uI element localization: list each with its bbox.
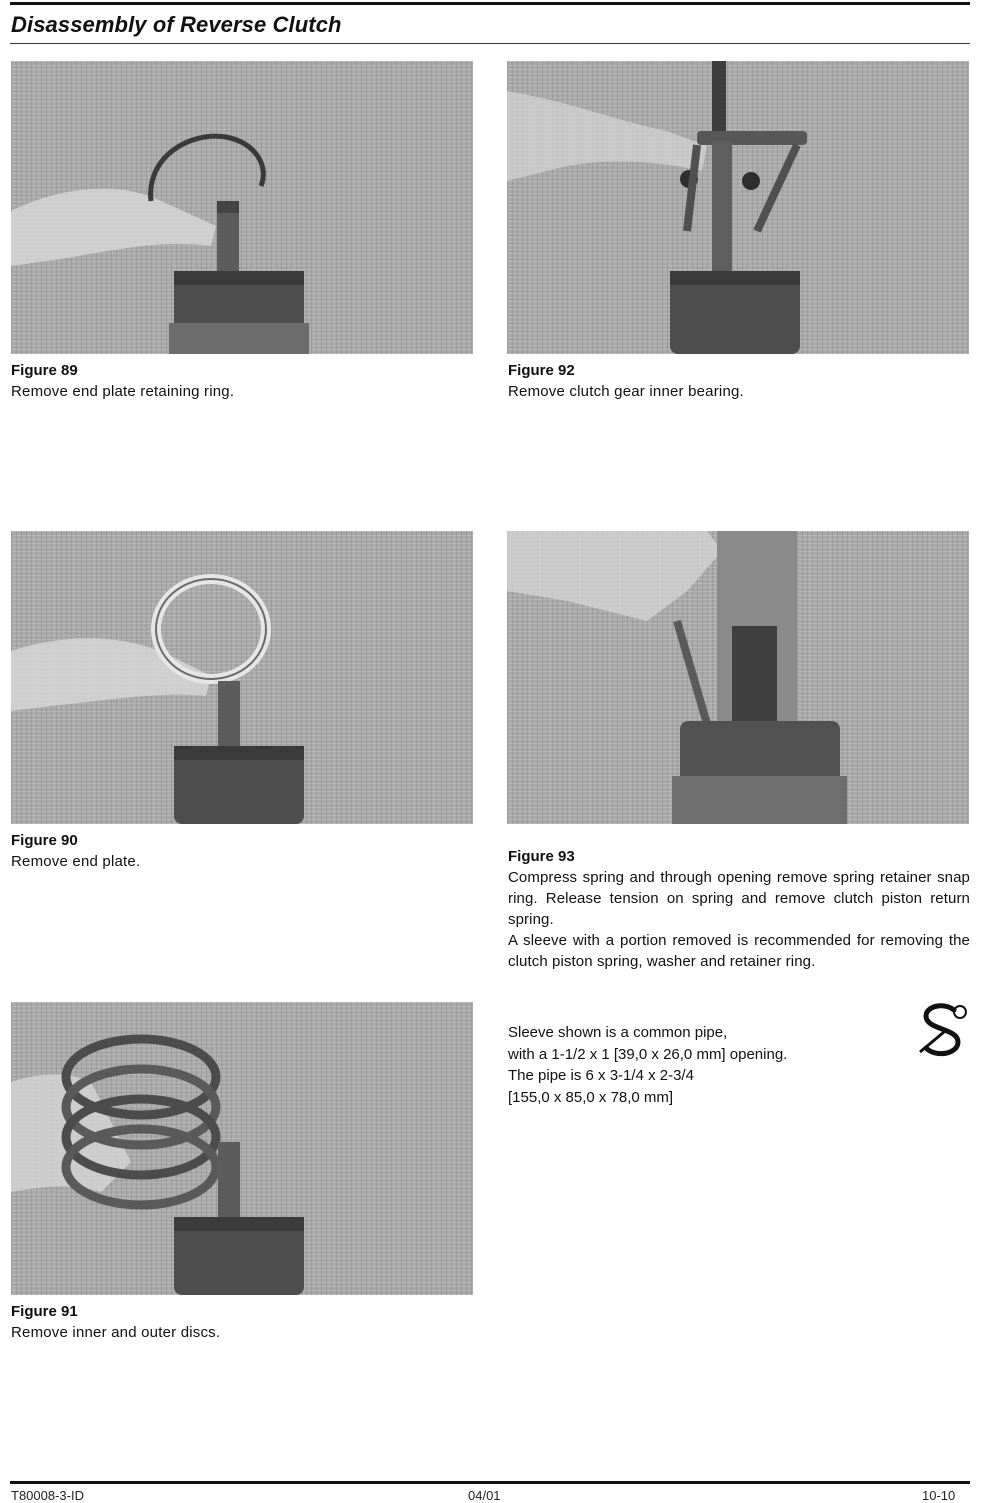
figure-93-paragraph-2: A sleeve with a portion removed is recommended for removing the clutch piston spring, washer and retainer ring. [508,932,970,970]
figure-91-label: Figure 91 [11,1303,78,1320]
figure-93-caption [508,847,970,972]
figure-92-text: Remove clutch gear inner bearing. [508,383,744,400]
header-top-rule [10,2,970,5]
footer-date: 04/01 [468,1488,501,1503]
tool-note-line: Sleeve shown is a common pipe, [508,1024,728,1041]
end-plate-photo-illustration [11,531,473,824]
figure-90-label: Figure 90 [11,832,78,849]
figure-92-label: Figure 92 [508,362,575,379]
special-tool-icon [914,1000,970,1060]
figure-93-photo [507,531,969,824]
figure-89-photo [11,61,473,354]
figure-92-caption [508,361,970,402]
compress-spring-photo-illustration [507,531,969,824]
figure-91-text: Remove inner and outer discs. [11,1324,221,1341]
figure-91-caption [11,1302,473,1343]
sleeve-tool-note [508,1022,888,1108]
tool-note-line: [155,0 x 85,0 x 78,0 mm] [508,1088,674,1106]
figure-89-text: Remove end plate retaining ring. [11,383,235,400]
figure-89-label: Figure 89 [11,362,78,379]
footer-page-number: 10-10 [922,1488,956,1503]
figure-90-text: Remove end plate. [11,853,141,870]
header-bottom-rule [10,43,970,44]
bearing-puller-photo-illustration [507,61,969,354]
figure-91-photo [11,1002,473,1295]
footer-document-number: T80008-3-ID [11,1488,84,1503]
figure-93-paragraph-1: Compress spring and through opening remove spring retainer snap ring. Release tension on spring and remove clutch piston return spring. [508,869,970,928]
retaining-ring-photo-illustration [11,61,473,354]
figure-92-photo [507,61,969,354]
figure-93-label: Figure 93 [508,848,575,865]
tool-note-line: with a 1-1/2 x 1 [39,0 x 26,0 mm] opening. [508,1045,788,1063]
figure-90-caption [11,831,473,872]
footer-rule [10,1481,970,1484]
tool-note-line: The pipe is 6 x 3-1/4 x 2-3/4 [508,1067,694,1084]
figure-89-caption [11,361,473,402]
inner-outer-discs-photo-illustration [11,1002,473,1295]
figure-93-text [508,867,970,972]
figure-90-photo [11,531,473,824]
page-title: Disassembly of Reverse Clutch [11,12,342,37]
